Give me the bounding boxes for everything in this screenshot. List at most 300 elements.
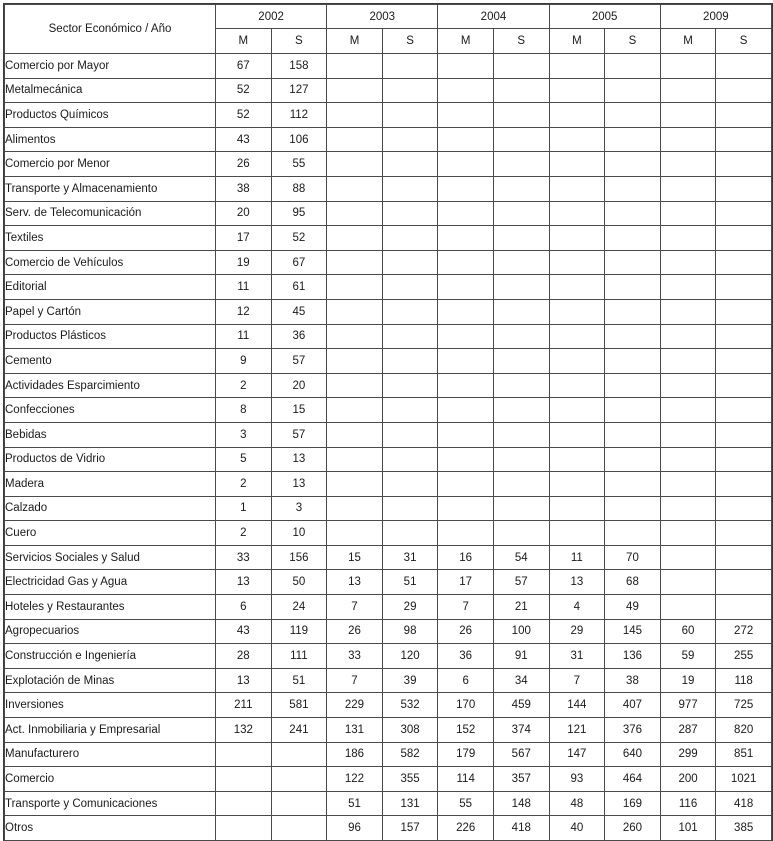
data-cell (327, 152, 383, 177)
data-cell: 144 (549, 693, 605, 718)
data-cell (660, 103, 716, 128)
data-cell: 52 (216, 103, 272, 128)
data-cell (660, 447, 716, 472)
data-cell (327, 496, 383, 521)
data-cell: 418 (716, 791, 772, 816)
data-cell: 200 (660, 767, 716, 792)
data-cell: 211 (216, 693, 272, 718)
row-label-cell: Calzado (5, 496, 216, 521)
data-cell: 152 (438, 718, 494, 743)
data-cell (605, 226, 661, 251)
data-cell (549, 422, 605, 447)
table-row (5, 373, 772, 398)
data-cell (438, 226, 494, 251)
data-cell: 7 (327, 595, 383, 620)
data-cell: 851 (716, 742, 772, 767)
data-cell (605, 398, 661, 423)
data-cell (327, 373, 383, 398)
data-cell (716, 496, 772, 521)
data-cell: 111 (271, 644, 327, 669)
data-cell (549, 349, 605, 374)
data-cell (605, 78, 661, 103)
data-cell: 725 (716, 693, 772, 718)
row-label-cell: Hoteles y Restaurantes (5, 595, 216, 620)
data-cell: 20 (216, 201, 272, 226)
data-cell (605, 152, 661, 177)
data-cell (382, 127, 438, 152)
data-cell (493, 398, 549, 423)
table-row (5, 496, 772, 521)
data-cell: 157 (382, 816, 438, 841)
data-cell: 93 (549, 767, 605, 792)
data-cell: 145 (605, 619, 661, 644)
data-cell: 45 (271, 299, 327, 324)
data-cell: 418 (493, 816, 549, 841)
data-cell (271, 767, 327, 792)
data-cell (493, 250, 549, 275)
data-cell (549, 103, 605, 128)
data-cell (382, 226, 438, 251)
data-cell (438, 521, 494, 546)
data-cell (271, 816, 327, 841)
data-cell (660, 78, 716, 103)
data-cell (660, 299, 716, 324)
data-cell: 13 (549, 570, 605, 595)
data-cell (327, 78, 383, 103)
data-cell: 179 (438, 742, 494, 767)
data-cell (216, 742, 272, 767)
data-cell (438, 176, 494, 201)
row-label-cell: Electricidad Gas y Agua (5, 570, 216, 595)
data-cell (716, 127, 772, 152)
data-cell: 121 (549, 718, 605, 743)
row-label-cell: Actividades Esparcimiento (5, 373, 216, 398)
row-label-cell: Cuero (5, 521, 216, 546)
data-cell (327, 447, 383, 472)
data-cell: 1021 (716, 767, 772, 792)
subheader-2002-s: S (271, 29, 327, 54)
data-cell: 31 (549, 644, 605, 669)
data-cell (438, 299, 494, 324)
data-cell (382, 324, 438, 349)
data-cell: 13 (271, 472, 327, 497)
data-cell (716, 521, 772, 546)
data-cell: 132 (216, 718, 272, 743)
data-cell: 67 (271, 250, 327, 275)
data-cell (271, 742, 327, 767)
data-cell: 156 (271, 545, 327, 570)
data-cell (327, 250, 383, 275)
table-row (5, 226, 772, 251)
data-cell: 38 (216, 176, 272, 201)
data-cell (382, 275, 438, 300)
row-label-cell: Agropecuarios (5, 619, 216, 644)
row-label-cell: Comercio por Mayor (5, 54, 216, 79)
data-cell (716, 275, 772, 300)
data-cell: 119 (271, 619, 327, 644)
data-cell (493, 324, 549, 349)
table-row (5, 619, 772, 644)
row-label-cell: Productos de Vidrio (5, 447, 216, 472)
data-cell (716, 226, 772, 251)
data-cell: 299 (660, 742, 716, 767)
table-row (5, 103, 772, 128)
data-cell: 15 (271, 398, 327, 423)
row-label-cell: Otros (5, 816, 216, 841)
data-cell (327, 299, 383, 324)
subheader-2005-m: M (549, 29, 605, 54)
data-cell (438, 447, 494, 472)
data-cell (382, 54, 438, 79)
data-cell (605, 127, 661, 152)
data-cell: 24 (271, 595, 327, 620)
data-cell: 55 (438, 791, 494, 816)
data-cell (660, 595, 716, 620)
data-cell: 21 (493, 595, 549, 620)
data-cell: 112 (271, 103, 327, 128)
data-cell (549, 275, 605, 300)
table-row (5, 422, 772, 447)
data-cell (438, 127, 494, 152)
data-cell (716, 447, 772, 472)
data-cell: 977 (660, 693, 716, 718)
data-cell (438, 250, 494, 275)
data-cell: 241 (271, 718, 327, 743)
data-cell (327, 398, 383, 423)
data-cell (382, 373, 438, 398)
row-label-cell: Editorial (5, 275, 216, 300)
data-cell (438, 324, 494, 349)
table-row (5, 201, 772, 226)
subheader-2002-m: M (216, 29, 272, 54)
data-cell (438, 373, 494, 398)
table-body (5, 54, 772, 841)
data-cell (493, 201, 549, 226)
data-cell (605, 422, 661, 447)
data-cell: 355 (382, 767, 438, 792)
table-row (5, 718, 772, 743)
data-cell: 57 (271, 349, 327, 374)
data-cell: 31 (382, 545, 438, 570)
data-cell (438, 275, 494, 300)
data-cell (438, 152, 494, 177)
data-cell: 13 (271, 447, 327, 472)
data-cell: 170 (438, 693, 494, 718)
data-cell (716, 299, 772, 324)
data-cell (660, 54, 716, 79)
data-cell (327, 422, 383, 447)
row-label-cell: Manufacturero (5, 742, 216, 767)
row-label-cell: Act. Inmobiliaria y Empresarial (5, 718, 216, 743)
data-cell: 28 (216, 644, 272, 669)
data-cell: 374 (493, 718, 549, 743)
data-cell (493, 521, 549, 546)
data-cell (716, 324, 772, 349)
data-cell (549, 250, 605, 275)
data-cell: 26 (216, 152, 272, 177)
data-cell (327, 324, 383, 349)
data-cell: 95 (271, 201, 327, 226)
table-row (5, 521, 772, 546)
data-cell: 49 (605, 595, 661, 620)
data-cell (216, 816, 272, 841)
row-label-cell: Confecciones (5, 398, 216, 423)
data-cell (438, 103, 494, 128)
data-cell (493, 496, 549, 521)
data-cell (716, 545, 772, 570)
data-cell: 158 (271, 54, 327, 79)
row-label-cell: Construcción e Ingeniería (5, 644, 216, 669)
data-cell: 39 (382, 668, 438, 693)
data-cell: 100 (493, 619, 549, 644)
table-row (5, 742, 772, 767)
table-row (5, 299, 772, 324)
data-cell (549, 373, 605, 398)
data-cell (549, 398, 605, 423)
data-cell (382, 152, 438, 177)
data-cell (660, 275, 716, 300)
data-cell (493, 103, 549, 128)
row-label-cell: Transporte y Almacenamiento (5, 176, 216, 201)
data-cell (660, 201, 716, 226)
subheader-2009-m: M (660, 29, 716, 54)
data-cell (549, 496, 605, 521)
data-cell: 147 (549, 742, 605, 767)
data-cell: 60 (660, 619, 716, 644)
data-cell (493, 447, 549, 472)
data-cell (438, 422, 494, 447)
data-cell: 407 (605, 693, 661, 718)
data-cell (438, 472, 494, 497)
data-cell (716, 349, 772, 374)
data-cell (382, 398, 438, 423)
data-cell: 357 (493, 767, 549, 792)
table-row (5, 570, 772, 595)
header-row-years (5, 5, 772, 29)
data-cell: 68 (605, 570, 661, 595)
data-cell: 255 (716, 644, 772, 669)
year-header-2009: 2009 (660, 5, 771, 29)
data-cell (271, 791, 327, 816)
data-cell: 36 (271, 324, 327, 349)
table-row (5, 767, 772, 792)
table-row (5, 816, 772, 841)
data-cell (549, 521, 605, 546)
row-label-cell: Productos Químicos (5, 103, 216, 128)
data-cell (438, 349, 494, 374)
data-cell (327, 349, 383, 374)
table-row (5, 78, 772, 103)
data-cell (549, 447, 605, 472)
data-cell (327, 521, 383, 546)
data-cell: 38 (605, 668, 661, 693)
data-cell (605, 349, 661, 374)
data-cell (382, 250, 438, 275)
data-cell (382, 299, 438, 324)
data-cell: 118 (716, 668, 772, 693)
data-cell: 8 (216, 398, 272, 423)
data-cell: 3 (271, 496, 327, 521)
data-cell (716, 78, 772, 103)
corner-header-cell: Sector Económico / Año (5, 5, 216, 54)
data-cell: 11 (216, 324, 272, 349)
data-cell: 15 (327, 545, 383, 570)
data-cell (716, 373, 772, 398)
table-row (5, 693, 772, 718)
row-label-cell: Transporte y Comunicaciones (5, 791, 216, 816)
data-cell (382, 201, 438, 226)
table-row (5, 398, 772, 423)
data-cell: 376 (605, 718, 661, 743)
data-cell: 17 (438, 570, 494, 595)
data-cell: 26 (438, 619, 494, 644)
data-cell: 260 (605, 816, 661, 841)
data-cell: 127 (271, 78, 327, 103)
data-cell: 6 (216, 595, 272, 620)
data-cell (716, 250, 772, 275)
data-cell (493, 349, 549, 374)
data-cell (660, 324, 716, 349)
data-cell: 70 (605, 545, 661, 570)
data-cell: 640 (605, 742, 661, 767)
data-cell (605, 103, 661, 128)
data-cell: 96 (327, 816, 383, 841)
data-cell (493, 299, 549, 324)
row-label-cell: Cemento (5, 349, 216, 374)
data-cell: 136 (605, 644, 661, 669)
data-cell: 20 (271, 373, 327, 398)
data-cell (327, 201, 383, 226)
year-header-2004: 2004 (438, 5, 549, 29)
data-cell: 101 (660, 816, 716, 841)
data-cell (382, 496, 438, 521)
data-cell: 131 (382, 791, 438, 816)
data-cell: 13 (216, 570, 272, 595)
data-cell (382, 78, 438, 103)
data-cell: 2 (216, 472, 272, 497)
data-cell: 11 (216, 275, 272, 300)
data-cell: 7 (327, 668, 383, 693)
data-cell (549, 152, 605, 177)
row-label-cell: Serv. de Telecomunicación (5, 201, 216, 226)
data-cell: 532 (382, 693, 438, 718)
data-cell: 59 (660, 644, 716, 669)
data-cell (327, 176, 383, 201)
row-label-cell: Servicios Sociales y Salud (5, 545, 216, 570)
data-cell (660, 398, 716, 423)
data-cell: 4 (549, 595, 605, 620)
data-cell: 186 (327, 742, 383, 767)
subheader-2004-s: S (493, 29, 549, 54)
data-cell: 17 (216, 226, 272, 251)
data-cell: 567 (493, 742, 549, 767)
data-cell (660, 226, 716, 251)
data-cell: 1 (216, 496, 272, 521)
data-cell: 464 (605, 767, 661, 792)
data-cell (660, 521, 716, 546)
table-row (5, 152, 772, 177)
table-row (5, 447, 772, 472)
data-cell (605, 201, 661, 226)
row-label-cell: Bebidas (5, 422, 216, 447)
data-cell: 131 (327, 718, 383, 743)
table-row (5, 127, 772, 152)
subheader-2005-s: S (605, 29, 661, 54)
data-cell (493, 226, 549, 251)
data-cell (493, 373, 549, 398)
data-cell (716, 103, 772, 128)
data-cell (549, 201, 605, 226)
data-cell: 226 (438, 816, 494, 841)
data-cell (660, 250, 716, 275)
data-cell (660, 152, 716, 177)
data-cell: 19 (216, 250, 272, 275)
data-cell (327, 54, 383, 79)
data-cell: 11 (549, 545, 605, 570)
table-row (5, 324, 772, 349)
data-cell (493, 422, 549, 447)
table-row (5, 545, 772, 570)
data-cell: 98 (382, 619, 438, 644)
data-cell: 114 (438, 767, 494, 792)
data-cell (438, 496, 494, 521)
data-cell: 50 (271, 570, 327, 595)
data-cell (660, 545, 716, 570)
data-cell: 52 (271, 226, 327, 251)
table-row (5, 250, 772, 275)
data-cell: 67 (216, 54, 272, 79)
data-cell (716, 54, 772, 79)
data-cell (493, 54, 549, 79)
data-cell (605, 324, 661, 349)
data-cell: 19 (660, 668, 716, 693)
data-cell (605, 373, 661, 398)
data-cell (216, 767, 272, 792)
data-cell (382, 521, 438, 546)
data-cell (660, 422, 716, 447)
data-cell (716, 472, 772, 497)
data-cell (549, 324, 605, 349)
data-cell (660, 570, 716, 595)
row-label-cell: Comercio (5, 767, 216, 792)
data-cell (605, 447, 661, 472)
data-cell (605, 299, 661, 324)
data-cell: 13 (327, 570, 383, 595)
data-cell: 385 (716, 816, 772, 841)
data-cell (216, 791, 272, 816)
data-cell (660, 472, 716, 497)
row-label-cell: Inversiones (5, 693, 216, 718)
data-cell (549, 54, 605, 79)
data-cell (382, 103, 438, 128)
data-cell: 6 (438, 668, 494, 693)
data-cell (660, 349, 716, 374)
table-row (5, 275, 772, 300)
data-cell (438, 201, 494, 226)
data-cell: 48 (549, 791, 605, 816)
row-label-cell: Madera (5, 472, 216, 497)
table-row (5, 668, 772, 693)
data-cell (660, 373, 716, 398)
data-cell (549, 226, 605, 251)
data-cell: 12 (216, 299, 272, 324)
data-cell (382, 472, 438, 497)
data-cell: 43 (216, 619, 272, 644)
data-cell: 36 (438, 644, 494, 669)
data-cell (493, 152, 549, 177)
year-header-2003: 2003 (327, 5, 438, 29)
data-cell: 61 (271, 275, 327, 300)
